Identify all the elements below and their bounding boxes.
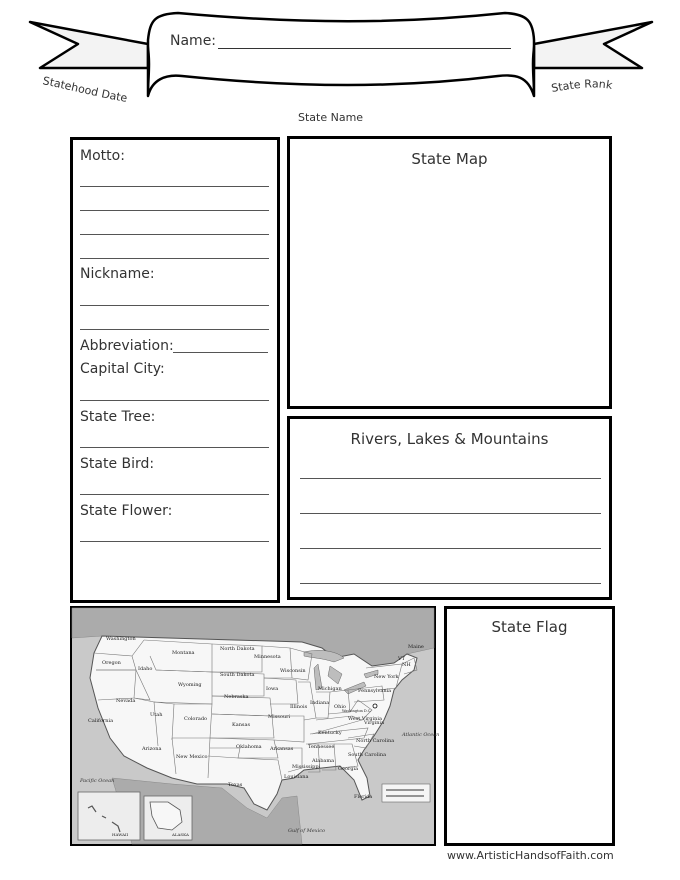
- map-label-indiana: Indiana: [310, 700, 330, 706]
- map-label-virginia: Virginia: [364, 720, 385, 726]
- rivers-lakes-mountains-box: [287, 416, 612, 600]
- map-label-nevada: Nevada: [116, 698, 136, 704]
- map-label-maine: Maine: [408, 644, 424, 650]
- map-label-hawaii: HAWAII: [112, 832, 129, 837]
- state-name-label: State Name: [298, 111, 364, 124]
- map-label-iowa: Iowa: [266, 686, 279, 692]
- map-label-oregon: Oregon: [102, 660, 121, 666]
- map-label-nebraska: Nebraska: [224, 694, 249, 700]
- us-reference-map: [72, 608, 440, 844]
- geography-line-2[interactable]: [300, 513, 601, 514]
- map-label-north-carolina: North Carolina: [356, 738, 395, 744]
- map-label-idaho: Idaho: [138, 666, 153, 672]
- name-field[interactable]: [218, 48, 511, 49]
- map-label-texas: Texas: [228, 782, 243, 788]
- map-label-washington: Washington: [106, 636, 136, 642]
- map-label-arizona: Arizona: [142, 746, 162, 752]
- map-label-mississippi: Mississippi: [292, 764, 321, 770]
- map-label-nh: NH: [402, 662, 411, 668]
- tree-line[interactable]: [80, 447, 269, 448]
- map-label-atlantic-ocean: Atlantic Ocean: [402, 732, 440, 738]
- flower-label: State Flower:: [80, 503, 173, 519]
- map-label-wisconsin: Wisconsin: [280, 668, 306, 674]
- map-label-ohio: Ohio: [334, 704, 346, 710]
- map-label-georgia: Georgia: [338, 766, 359, 772]
- footer-website: www.ArtisticHandsofFaith.com: [447, 849, 614, 862]
- flower-line[interactable]: [80, 541, 269, 542]
- map-label-gulf-of-mexico: Gulf of Mexico: [288, 828, 326, 834]
- motto-line-2[interactable]: [80, 210, 269, 211]
- map-label-washington-dc: Washington D.C.: [342, 709, 372, 713]
- us-map-box: [70, 606, 440, 846]
- map-label-missouri: Missouri: [268, 714, 291, 720]
- state-flag-box[interactable]: [444, 606, 615, 846]
- state-rank-label: State Rank: [550, 77, 614, 95]
- bird-label: State Bird:: [80, 456, 155, 472]
- map-label-kentucky: Kentucky: [318, 730, 342, 736]
- map-label-montana: Montana: [172, 650, 195, 656]
- map-label-alabama: Alabama: [312, 758, 335, 764]
- map-label-wyoming: Wyoming: [178, 682, 202, 688]
- motto-line-4[interactable]: [80, 258, 269, 259]
- bird-line[interactable]: [80, 494, 269, 495]
- geography-line-3[interactable]: [300, 548, 601, 549]
- motto-label: Motto:: [80, 148, 125, 164]
- map-label-tennessee: Tennessee: [308, 744, 335, 750]
- capital-line[interactable]: [80, 400, 269, 401]
- map-label-illinois: Illinois: [290, 704, 308, 710]
- nickname-line-1[interactable]: [80, 305, 269, 306]
- abbreviation-field[interactable]: [173, 352, 268, 353]
- map-label-arkansas: Arkansas: [270, 746, 294, 752]
- map-label-florida: Florida: [354, 794, 373, 800]
- nickname-label: Nickname:: [80, 266, 155, 282]
- map-label-new-mexico: New Mexico: [176, 754, 208, 760]
- geography-line-1[interactable]: [300, 478, 601, 479]
- map-label-minnesota: Minnesota: [254, 654, 281, 660]
- map-label-michigan: Michigan: [318, 686, 342, 692]
- map-label-california: California: [88, 718, 114, 724]
- map-label-louisiana: Louisiana: [284, 774, 309, 780]
- map-label-alaska: ALASKA: [172, 832, 189, 837]
- nickname-line-2[interactable]: [80, 329, 269, 330]
- state-map-box[interactable]: [287, 136, 612, 409]
- map-label-oklahoma: Oklahoma: [236, 744, 262, 750]
- name-label: Name:: [170, 33, 217, 49]
- tree-label: State Tree:: [80, 409, 156, 425]
- map-label-kansas: Kansas: [232, 722, 251, 728]
- map-label-south-carolina: South Carolina: [348, 752, 387, 758]
- map-label-vt: VT: [398, 656, 405, 662]
- map-label-colorado: Colorado: [184, 716, 208, 722]
- rivers-lakes-mountains-title: Rivers, Lakes & Mountains: [350, 430, 549, 448]
- motto-line-3[interactable]: [80, 234, 269, 235]
- motto-line-1[interactable]: [80, 186, 269, 187]
- map-label-new-york: New York: [374, 674, 399, 680]
- state-flag-title: State Flag: [491, 618, 568, 636]
- abbreviation-label: Abbreviation:: [80, 338, 174, 354]
- capital-label: Capital City:: [80, 361, 165, 377]
- geography-line-4[interactable]: [300, 583, 601, 584]
- map-label-north-dakota: North Dakota: [220, 646, 255, 652]
- map-label-pennsylvania: Pennsylvania: [358, 688, 392, 694]
- state-map-title: State Map: [411, 150, 488, 168]
- map-label-south-dakota: South Dakota: [220, 672, 255, 678]
- map-label-utah: Utah: [150, 712, 163, 718]
- map-label-west-virginia: West Virginia: [348, 716, 382, 722]
- map-label-pacific-ocean: Pacific Ocean: [80, 778, 115, 784]
- statehood-date-label: Statehood Date: [41, 74, 129, 105]
